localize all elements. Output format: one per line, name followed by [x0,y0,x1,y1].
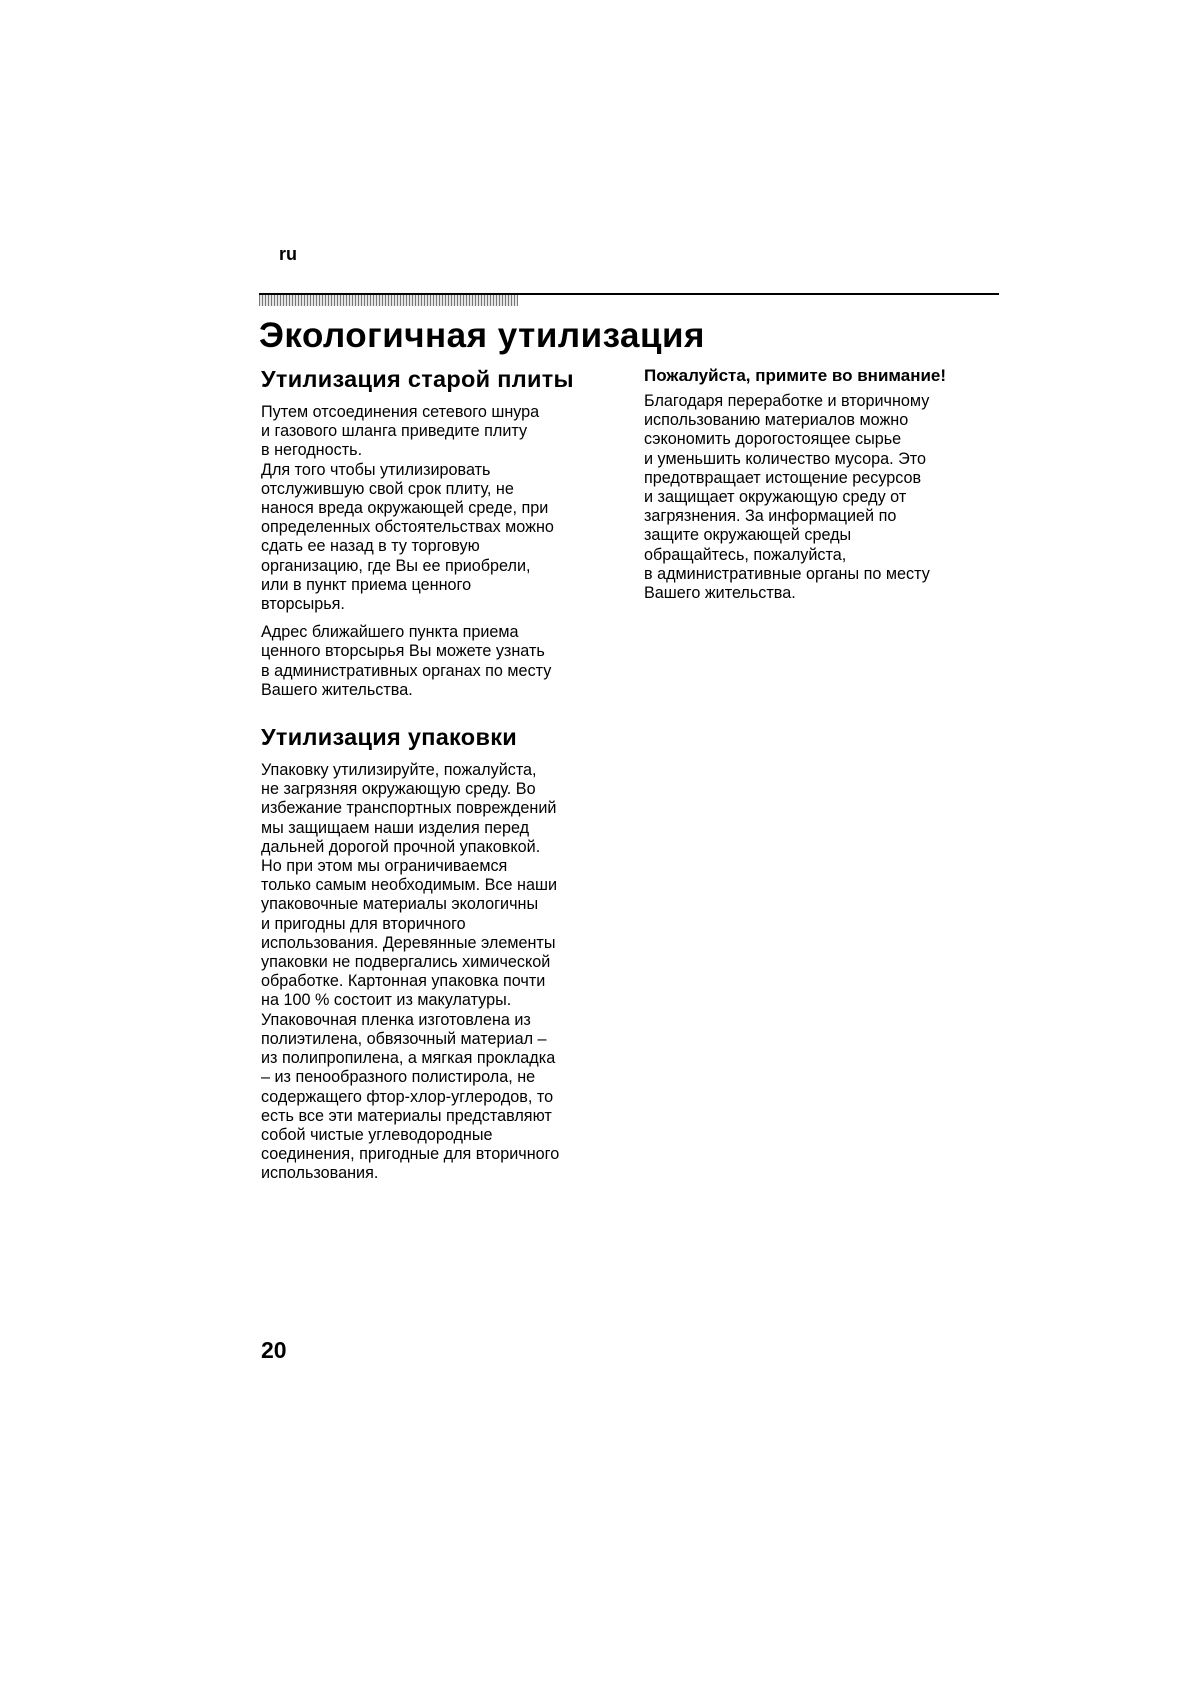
old-stove-paragraph-1: Путем отсоединения сетевого шнура и газового шланга приведите плиту в негодность. Для того чтобы утилизировать отслужившую свой срок плиту, не нанося вреда окружающей среде, при определенных обстоятельствах можно сдать ее назад в ту торговую организацию, где Вы ее приобрели, или в пункт приема ценного вторсырья. [261,403,554,614]
packaging-heading: Утилизация упаковки [261,724,518,751]
packaging-paragraph: Упаковку утилизируйте, пожалуйста, не загрязняя окружающую среду. Во избежание транспортных повреждений мы защищаем наши изделия перед дальней дорогой прочной упаковкой. Но при этом мы ограничиваемся только самым необходимым. Все наши упаковочные материалы экологичны и пригодны для вторичного использования. Деревянные элементы упаковки не подвергались химической обработке. Картонная упаковка почти на 100 % состоит из макулатуры. Упаковочная пленка изготовлена из полиэтилена, обвязочный материал – из полипропилена, а мягкая прокладка – из пенообразного полистирола, не содержащего фтор-хлор-углеродов, то есть все эти материалы представляют собой чистые углеводородные соединения, пригодные для вторичного использования. [261,761,560,1183]
page-number: 20 [261,1337,287,1363]
old-stove-section [261,364,631,700]
header-divider [259,293,999,295]
left-column [261,364,631,1184]
page-title: Экологичная утилизация [259,316,705,355]
note-heading: Пожалуйста, примите во внимание! [644,366,947,385]
language-code: ru [279,244,297,264]
old-stove-paragraph-2: Адрес ближайшего пункта приема ценного вторсырья Вы можете узнать в административных органах по месту Вашего жительства. [261,623,552,699]
note-paragraph: Благодаря переработке и вторичному использованию материалов можно сэкономить дорогостоящее сырье и уменьшить количество мусора. Это предотвращает истощение ресурсов и защищает окружающую среду от загрязнения. За информацией по защите окружающей среды обращайтесь, пожалуйста, в административные органы по месту Вашего жительства. [644,392,930,603]
note-section [644,364,1004,603]
right-column [644,364,1004,603]
packaging-section [261,722,631,1183]
old-stove-heading: Утилизация старой плиты [261,366,574,392]
